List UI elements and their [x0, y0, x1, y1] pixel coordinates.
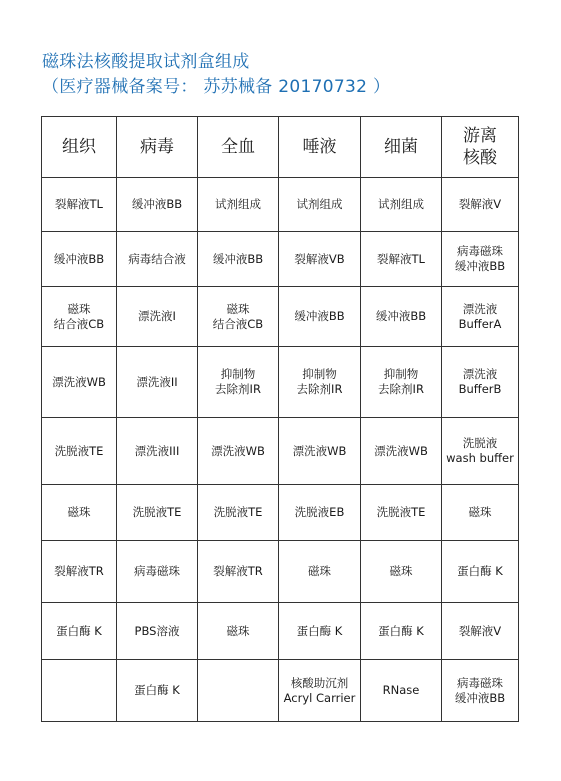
table-cell — [198, 603, 279, 660]
cell-text: 洗脱液 wash buffer — [446, 436, 514, 465]
table-cell — [42, 485, 117, 541]
table-cell — [442, 660, 519, 722]
table-cell — [442, 485, 519, 541]
cell-text: 洗脱液EB — [294, 505, 345, 519]
cell-text: 漂洗液I — [138, 309, 176, 323]
cell-text: 试剂组成 — [296, 197, 343, 211]
cell-text: 抑制物 去除剂IR — [296, 367, 343, 396]
cell-text: 病毒结合液 — [128, 251, 186, 266]
table-cell — [117, 178, 198, 232]
cell-text: 洗脱液TE — [132, 505, 182, 519]
table-cell — [117, 347, 198, 418]
cell-text: 病毒磁珠 缓冲液BB — [454, 675, 506, 705]
table-row — [42, 485, 519, 541]
table-cell — [198, 660, 279, 722]
title-line-1: 磁珠法核酸提取试剂盒组成 — [42, 52, 250, 72]
table-cell — [279, 178, 361, 232]
table-cell — [117, 603, 198, 660]
table-cell — [198, 347, 279, 418]
title-line-2: （医疗器械备案号： 苏苏械备 20170732 ） — [42, 77, 391, 97]
cell-text: 磁珠 — [308, 564, 331, 578]
cell-text: 漂洗液 BufferB — [458, 367, 502, 396]
cell-text: 漂洗液 BufferA — [458, 301, 502, 331]
cell-text: 裂解液TR — [54, 564, 104, 578]
table-cell — [361, 603, 442, 660]
table-cell — [117, 287, 198, 347]
table-cell — [42, 603, 117, 660]
table-cell — [42, 287, 117, 347]
table-row — [42, 178, 519, 232]
table-cell — [42, 178, 117, 232]
cell-text: 蛋白酶 K — [457, 564, 503, 578]
table-cell — [279, 485, 361, 541]
table-cell — [117, 418, 198, 485]
kit-composition-table — [41, 116, 519, 722]
table-header-row — [42, 117, 519, 178]
cell-text: 裂解液TR — [213, 564, 263, 578]
table-cell — [198, 418, 279, 485]
table-cell — [42, 418, 117, 485]
table-cell — [279, 347, 361, 418]
cell-text: 缓冲液BB — [212, 251, 264, 266]
table-cell — [442, 603, 519, 660]
table-cell — [361, 232, 442, 287]
table-cell — [361, 485, 442, 541]
header-whole-blood: 全血 — [198, 117, 279, 178]
table-row — [42, 603, 519, 660]
table-cell — [279, 603, 361, 660]
header-tissue: 组织 — [42, 117, 117, 178]
table-row — [42, 418, 519, 485]
cell-text: 裂解液TL — [377, 251, 425, 266]
table-row — [42, 232, 519, 287]
cell-text: 蛋白酶 K — [134, 683, 180, 697]
cell-text: 抑制物 去除剂IR — [378, 367, 424, 396]
cell-text: 漂洗液WB — [374, 443, 428, 458]
table-cell — [442, 232, 519, 287]
cell-text: 缓冲液BB — [131, 197, 183, 211]
cell-text: 缓冲液BB — [53, 251, 105, 266]
cell-text: 核酸助沉剂 Acryl Carrier — [283, 675, 356, 705]
cell-text: 试剂组成 — [378, 197, 424, 211]
table-row — [42, 660, 519, 722]
table-row — [42, 287, 519, 347]
document-title — [42, 50, 390, 100]
cell-text: 磁珠 结合液CB — [53, 301, 105, 331]
table-cell — [198, 541, 279, 603]
table-cell — [198, 232, 279, 287]
table-cell — [442, 541, 519, 603]
table-cell — [42, 232, 117, 287]
cell-text: 裂解液V — [458, 197, 502, 211]
cell-text: 洗脱液TE — [376, 505, 426, 519]
header-free-nucleic-acid: 游离 核酸 — [442, 117, 519, 178]
table-cell — [117, 232, 198, 287]
cell-text: 磁珠 — [226, 623, 250, 638]
table-cell — [198, 287, 279, 347]
table-cell — [117, 660, 198, 722]
table-cell — [361, 178, 442, 232]
header-virus: 病毒 — [117, 117, 198, 178]
cell-text: 病毒磁珠 — [134, 564, 180, 578]
table-cell — [42, 660, 117, 722]
cell-text: 洗脱液TE — [54, 443, 104, 458]
table-cell — [279, 541, 361, 603]
table-cell — [279, 660, 361, 722]
cell-text: 裂解液TL — [55, 197, 103, 211]
header-saliva: 唾液 — [279, 117, 361, 178]
header-bacteria: 细菌 — [361, 117, 442, 178]
cell-text: 漂洗液III — [134, 443, 180, 458]
cell-text: 试剂组成 — [215, 197, 261, 211]
cell-text: 磁珠 — [389, 564, 413, 578]
table-cell — [279, 287, 361, 347]
table-row — [42, 347, 519, 418]
cell-text: PBS溶液 — [134, 623, 180, 638]
cell-text: 洗脱液TE — [213, 505, 263, 519]
table-cell — [361, 660, 442, 722]
cell-text: 蛋白酶 K — [56, 623, 102, 638]
cell-text: 病毒磁珠 缓冲液BB — [454, 244, 506, 273]
cell-text: 磁珠 — [468, 505, 492, 519]
table-cell — [279, 418, 361, 485]
table-cell — [42, 541, 117, 603]
table-row — [42, 541, 519, 603]
table-cell — [442, 287, 519, 347]
table-cell — [361, 418, 442, 485]
cell-text: 抑制物 去除剂IR — [215, 367, 261, 396]
table-cell — [361, 347, 442, 418]
cell-text: 蛋白酶 K — [378, 623, 424, 638]
table-cell — [117, 485, 198, 541]
table-cell — [442, 418, 519, 485]
cell-text: 漂洗液WB — [211, 443, 265, 458]
table-cell — [442, 178, 519, 232]
cell-text: 缓冲液BB — [294, 309, 345, 323]
cell-text: 裂解液VB — [294, 251, 345, 266]
cell-text: 磁珠 — [67, 505, 91, 519]
table-cell — [117, 541, 198, 603]
cell-text: 缓冲液BB — [375, 309, 427, 323]
cell-text: 磁珠 结合液CB — [212, 301, 264, 331]
cell-text: 漂洗液WB — [292, 443, 347, 458]
table-cell — [361, 287, 442, 347]
table-cell — [442, 347, 519, 418]
table-cell — [361, 541, 442, 603]
cell-text: 漂洗液II — [136, 374, 178, 389]
cell-text: RNase — [382, 683, 420, 697]
table-cell — [279, 232, 361, 287]
cell-text: 蛋白酶 K — [296, 623, 343, 638]
table-cell — [42, 347, 117, 418]
table-cell — [198, 485, 279, 541]
cell-text: 裂解液V — [458, 623, 502, 638]
cell-text: 漂洗液WB — [52, 374, 106, 389]
table-cell — [198, 178, 279, 232]
